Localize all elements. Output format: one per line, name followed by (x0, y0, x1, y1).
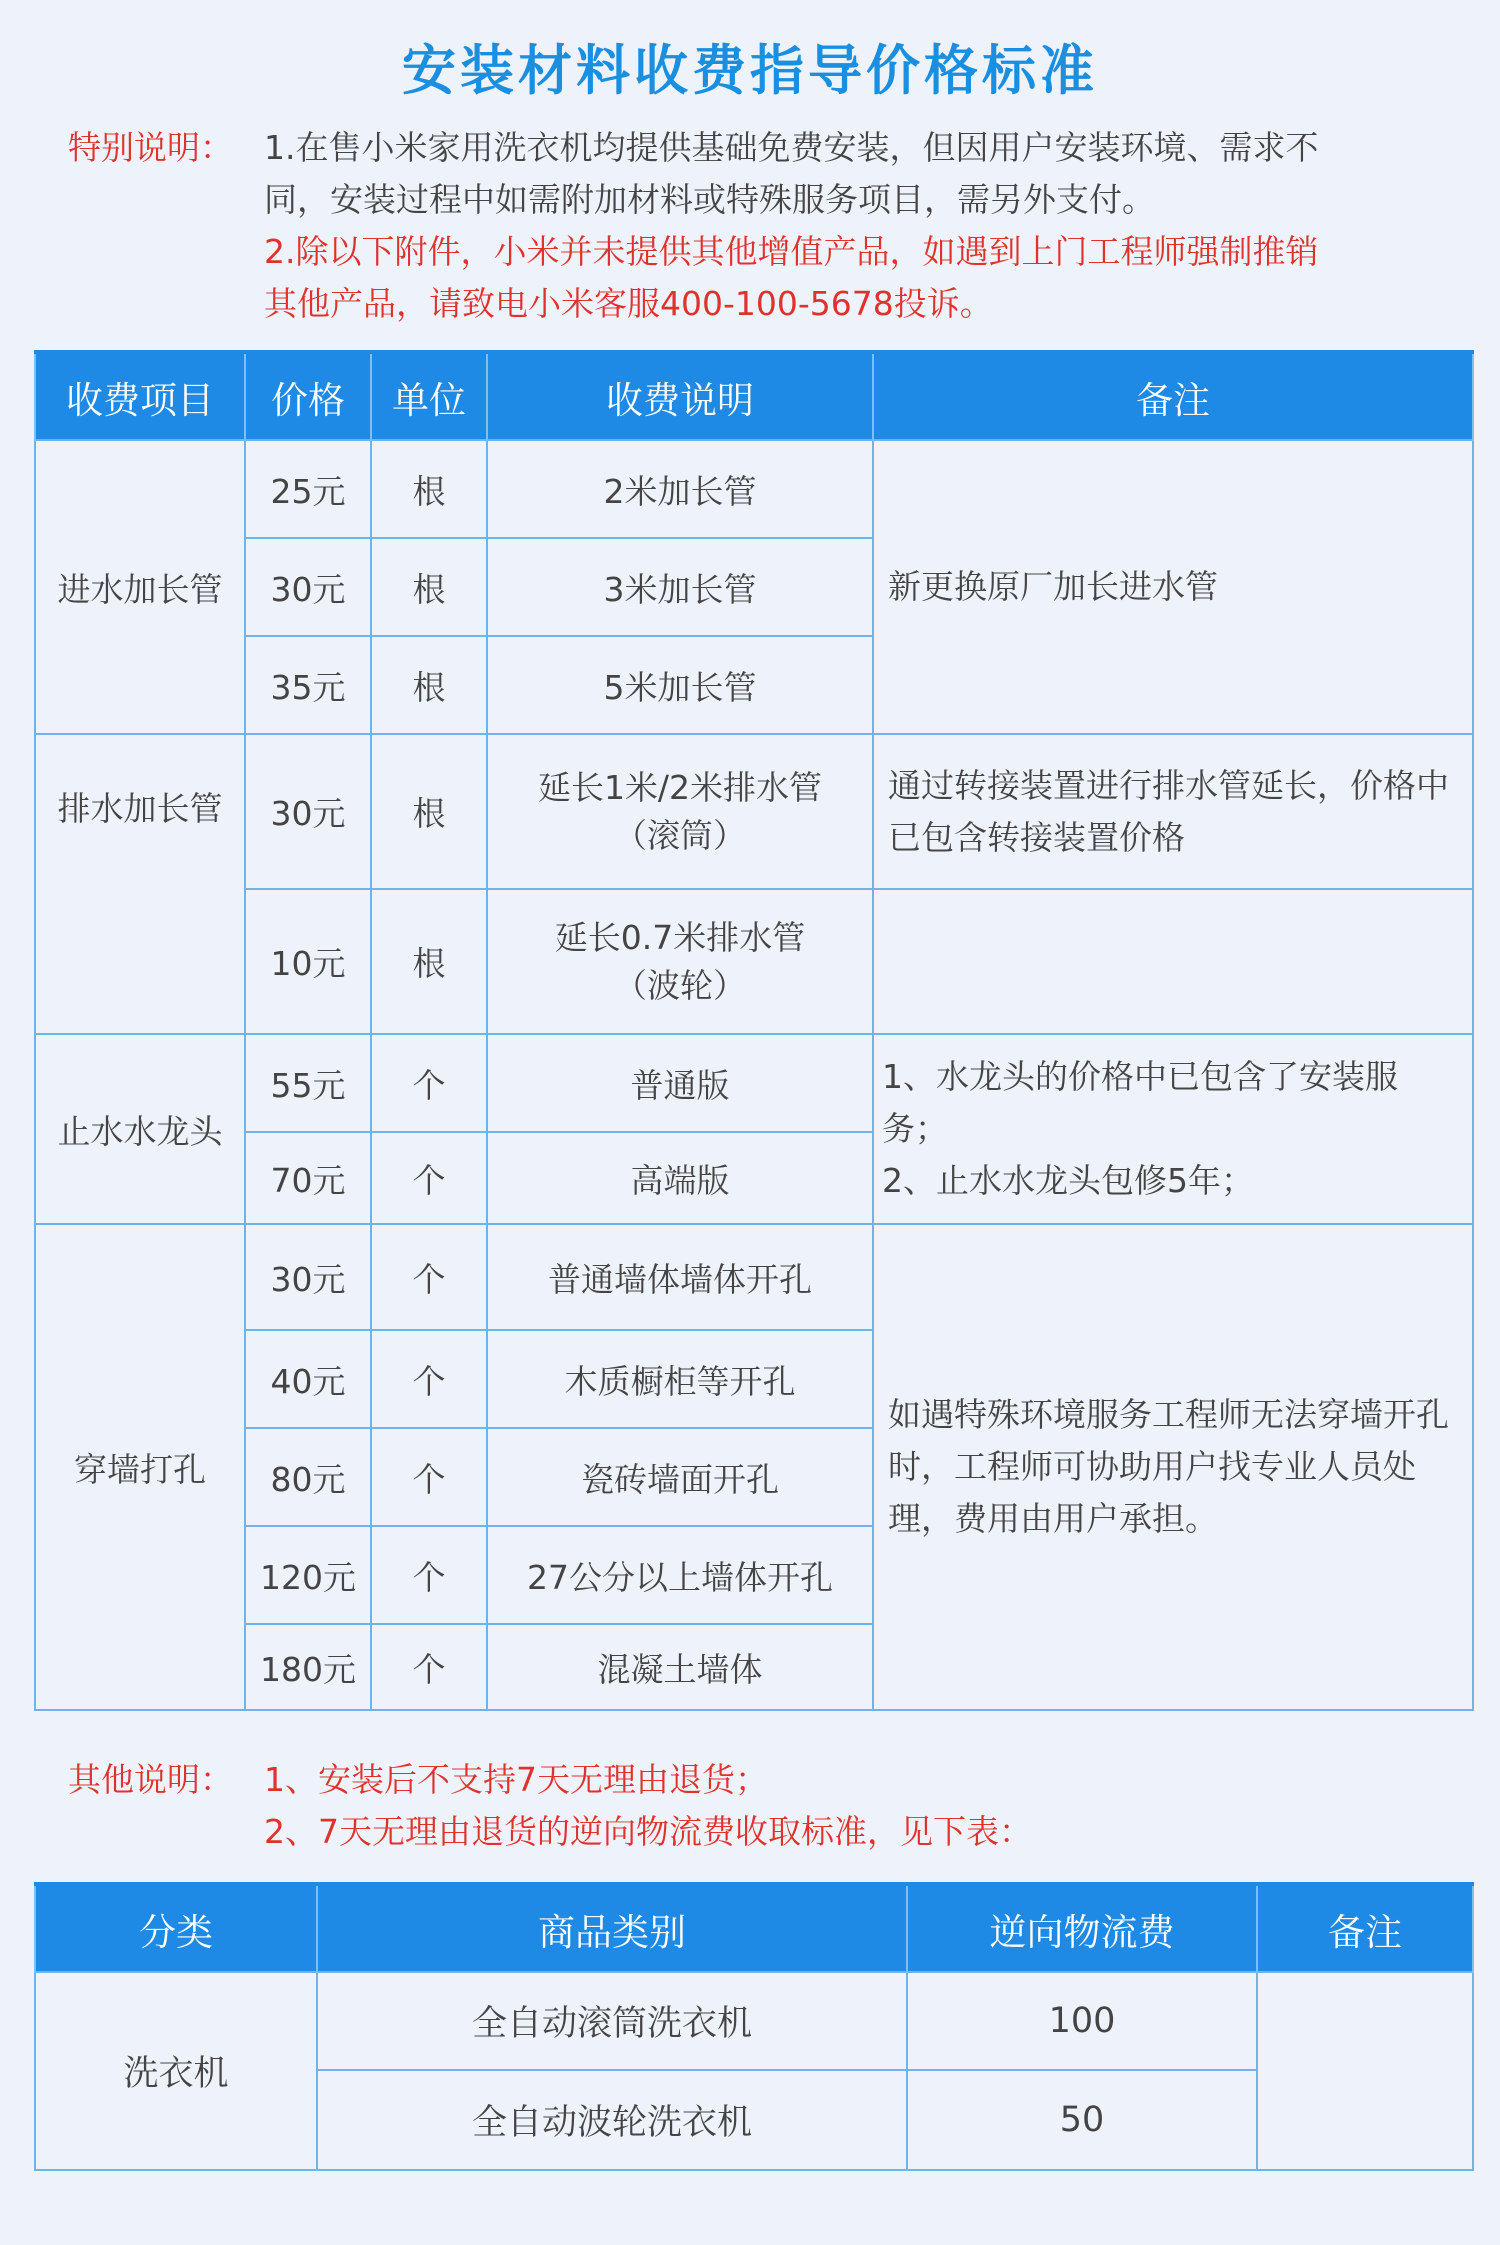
header-item: 收费项目 (35, 352, 245, 440)
category-cell: 洗衣机 (35, 1972, 317, 2170)
return-fee-table (34, 1882, 1474, 2171)
unit-cell: 个 (371, 1034, 487, 1132)
price-cell: 10元 (245, 889, 371, 1034)
special-notes-label: 特别说明： (68, 128, 233, 167)
fee-table (34, 350, 1474, 1711)
remark-line: 2、止水水龙头包修5年； (882, 1161, 1254, 1200)
other-notes (68, 1754, 1458, 1858)
unit-cell: 个 (371, 1132, 487, 1224)
unit-cell: 根 (371, 440, 487, 538)
price-cell: 35元 (245, 636, 371, 734)
desc-cell: 27公分以上墙体开孔 (487, 1526, 873, 1624)
price-cell: 30元 (245, 538, 371, 636)
remark-cell: 新更换原厂加长进水管 (873, 440, 1473, 734)
unit-cell: 个 (371, 1428, 487, 1526)
price-cell: 120元 (245, 1526, 371, 1624)
other-notes-label: 其他说明： (68, 1760, 233, 1799)
remark-line: 1、水龙头的价格中已包含了安装服务； (882, 1057, 1398, 1148)
table-row (35, 1972, 1473, 2070)
desc-cell: 混凝土墙体 (487, 1624, 873, 1710)
desc-cell: 瓷砖墙面开孔 (487, 1428, 873, 1526)
desc-cell (487, 889, 873, 1034)
desc-line: 延长0.7米排水管 (554, 917, 806, 957)
item-cell: 穿墙打孔 (35, 1224, 245, 1710)
other-note-line1: 1、安装后不支持7天无理由退货； (264, 1760, 768, 1799)
unit-cell: 根 (371, 538, 487, 636)
return-table-header (35, 1884, 1473, 1972)
unit-cell: 根 (371, 889, 487, 1034)
unit-cell: 个 (371, 1224, 487, 1330)
remark-cell: 通过转接装置进行排水管延长，价格中已包含转接装置价格 (873, 734, 1473, 889)
desc-line: （波轮） (614, 965, 746, 1005)
desc-cell (487, 734, 873, 889)
desc-cell: 高端版 (487, 1132, 873, 1224)
price-cell: 55元 (245, 1034, 371, 1132)
unit-cell: 根 (371, 636, 487, 734)
desc-cell: 普通墙体墙体开孔 (487, 1224, 873, 1330)
header-remark: 备注 (1257, 1884, 1473, 1972)
note2-line2: 其他产品，请致电小米客服400-100-5678投诉。 (264, 284, 993, 323)
page-title: 安装材料收费指导价格标准 (402, 39, 1098, 102)
product-cell: 全自动滚筒洗衣机 (317, 1972, 907, 2070)
price-cell: 30元 (245, 1224, 371, 1330)
price-cell: 80元 (245, 1428, 371, 1526)
note1-line1: 1.在售小米家用洗衣机均提供基础免费安装，但因用户安装环境、需求不 (264, 128, 1319, 167)
header-fee: 逆向物流费 (907, 1884, 1257, 1972)
remark-cell: 如遇特殊环境服务工程师无法穿墙开孔时，工程师可协助用户找专业人员处理，费用由用户承担。 (873, 1224, 1473, 1710)
desc-cell: 3米加长管 (487, 538, 873, 636)
price-cell: 70元 (245, 1132, 371, 1224)
header-price: 价格 (245, 352, 371, 440)
fee-cell: 100 (907, 1972, 1257, 2070)
table-row (35, 734, 1473, 889)
header-desc: 收费说明 (487, 352, 873, 440)
item-cell: 止水水龙头 (35, 1034, 245, 1224)
price-cell: 40元 (245, 1330, 371, 1428)
header-unit: 单位 (371, 352, 487, 440)
table-row (35, 889, 1473, 1034)
item-cell: 进水加长管 (35, 440, 245, 734)
price-cell: 25元 (245, 440, 371, 538)
desc-cell: 普通版 (487, 1034, 873, 1132)
remark-cell (873, 1034, 1473, 1224)
table-row (35, 1034, 1473, 1132)
price-cell: 30元 (245, 734, 371, 889)
note2-line1: 2.除以下附件，小米并未提供其他增值产品，如遇到上门工程师强制推销 (264, 232, 1319, 271)
unit-cell: 个 (371, 1526, 487, 1624)
remark-cell (1257, 1972, 1473, 2170)
unit-cell: 个 (371, 1330, 487, 1428)
fee-cell: 50 (907, 2070, 1257, 2170)
fee-table-header (35, 352, 1473, 440)
note1-line2: 同，安装过程中如需附加材料或特殊服务项目，需另外支付。 (264, 180, 1155, 219)
unit-cell: 个 (371, 1624, 487, 1710)
table-row (35, 1224, 1473, 1330)
desc-cell: 5米加长管 (487, 636, 873, 734)
desc-cell: 2米加长管 (487, 440, 873, 538)
other-note-line2: 2、7天无理由退货的逆向物流费收取标准，见下表： (264, 1812, 1032, 1851)
product-cell: 全自动波轮洗衣机 (317, 2070, 907, 2170)
price-cell: 180元 (245, 1624, 371, 1710)
special-notes (68, 122, 1458, 330)
desc-line: （滚筒） (614, 815, 746, 855)
unit-cell: 根 (371, 734, 487, 889)
remark-cell (873, 889, 1473, 1034)
header-remark: 备注 (873, 352, 1473, 440)
header-product: 商品类别 (317, 1884, 907, 1972)
header-category: 分类 (35, 1884, 317, 1972)
desc-cell: 木质橱柜等开孔 (487, 1330, 873, 1428)
item-cell: 排水加长管 (35, 734, 245, 1034)
table-row (35, 440, 1473, 538)
desc-line: 延长1米/2米排水管 (537, 767, 823, 807)
